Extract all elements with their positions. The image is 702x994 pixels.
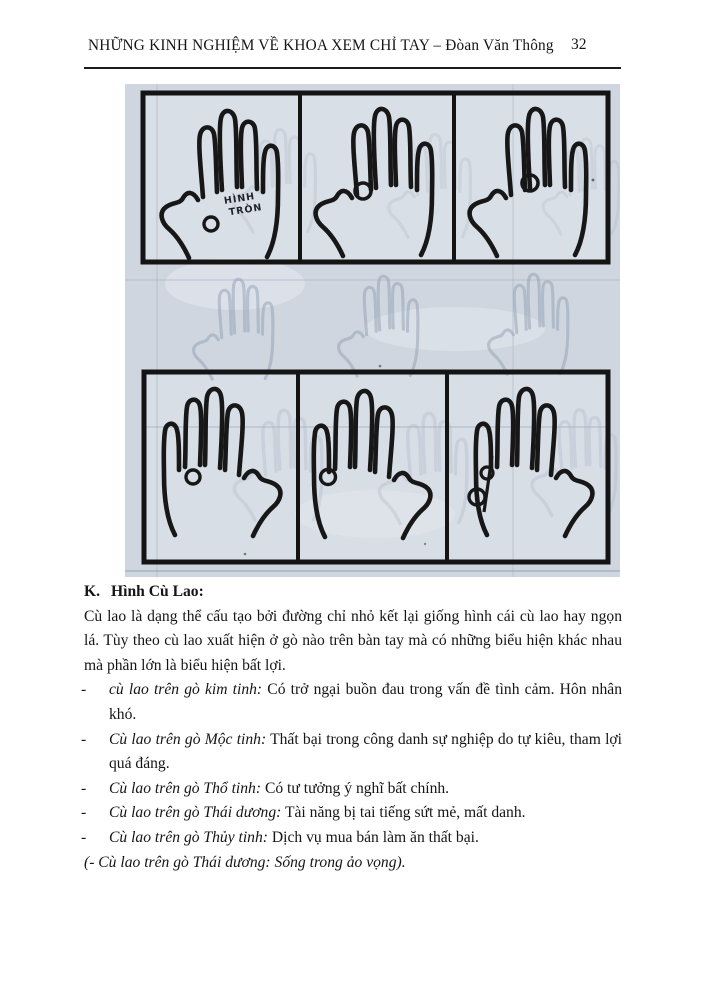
bullet-dash: - bbox=[81, 804, 87, 822]
page-title: NHỮNG KINH NGHIỆM VỀ KHOA XEM CHỈ TAY – Đòan Văn Thông bbox=[88, 37, 554, 54]
list-item bbox=[81, 678, 622, 727]
item-text: Thất bại trong công danh sự nghiệp do tự kiêu, tham lợi quá đáng. bbox=[109, 730, 622, 773]
item-text: Dịch vụ mua bán làm ăn thất bại. bbox=[271, 828, 479, 846]
bullet-dash: - bbox=[81, 681, 87, 699]
item-lead: Cù lao trên gò Mộc tinh: bbox=[109, 730, 267, 748]
item-lead: Cù lao trên gò Thổ tinh: bbox=[109, 779, 262, 797]
item-text: Có trở ngại buồn đau trong vấn đề tình cảm. Hôn nhân khó. bbox=[109, 681, 622, 723]
section-heading-label: K. bbox=[84, 583, 101, 600]
item-lead: Cù lao trên gò Thái dương: bbox=[109, 804, 282, 822]
list-item bbox=[81, 777, 622, 802]
figure-annotation-line1: HÌNH bbox=[223, 191, 256, 207]
item-lead: Cù lao trên gò Thủy tinh: bbox=[109, 828, 268, 846]
intro-paragraph: Cù lao là dạng thể cấu tạo bởi đường chỉ nhỏ kết lại giống hình cái cù lao hay ngọn lá. Tùy theo cù lao xuất hiện ở gò nào trên bàn tay mà có những biểu hiện khác nhau mà phần lớn là biểu hiện bất lợi. bbox=[84, 607, 622, 674]
section-content bbox=[81, 580, 622, 875]
item-text: Tài năng bị tai tiếng sứt mẻ, mất danh. bbox=[284, 804, 526, 822]
list-item bbox=[81, 801, 622, 826]
list-item bbox=[81, 728, 622, 777]
figure-annotation-line2: TRÒN bbox=[228, 202, 264, 219]
header-divider bbox=[84, 67, 621, 69]
item-lead: cù lao trên gò kim tinh: bbox=[109, 681, 263, 699]
page-number: 32 bbox=[571, 36, 587, 53]
section-heading bbox=[84, 580, 622, 605]
section-heading-text: Hình Cù Lao: bbox=[111, 583, 204, 600]
footnote: (- Cù lao trên gò Thái dương: Sống trong ảo vọng). bbox=[84, 853, 406, 871]
list-item bbox=[81, 826, 622, 851]
bullet-dash: - bbox=[81, 828, 87, 846]
palmistry-figure-scan bbox=[125, 84, 620, 577]
bullet-dash: - bbox=[81, 730, 87, 748]
bullet-dash: - bbox=[81, 779, 87, 797]
island-meaning-list bbox=[81, 678, 622, 850]
item-text: Có tư tưởng ý nghĩ bất chính. bbox=[264, 779, 450, 797]
